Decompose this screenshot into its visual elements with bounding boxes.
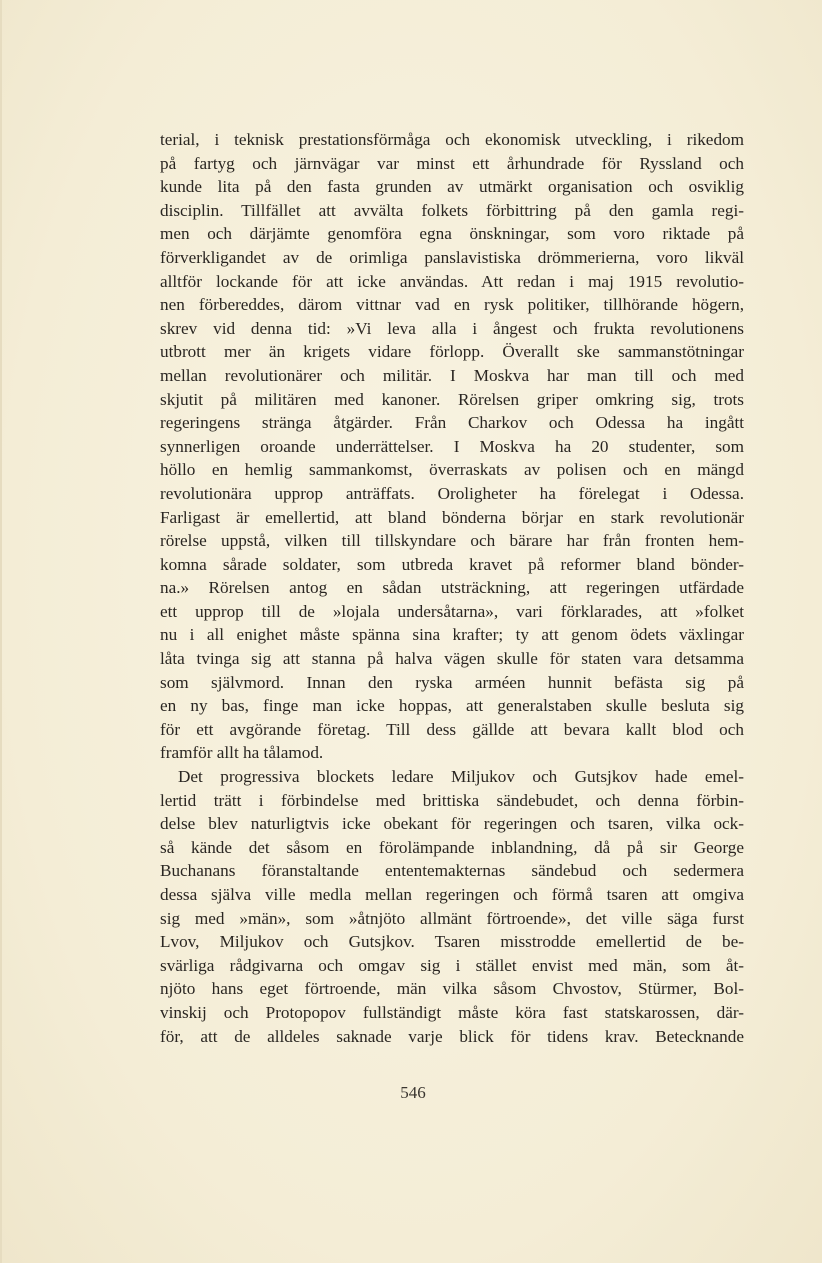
- text-line: som självmord. Innan den ryska arméen hunnit befästa sig på: [160, 672, 744, 692]
- text-line: höllo en hemlig sammankomst, överraskats av polisen och en mängd: [160, 460, 744, 480]
- text-line: svärliga rådgivarna och omgav sig i stället envist med män, som åt-: [160, 955, 744, 975]
- text-line: terial, i teknisk prestationsförmåga och ekonomisk utveckling, i rikedom: [160, 130, 744, 149]
- page-number: 546: [400, 1083, 426, 1102]
- text-line: för, att de alldeles saknade varje blick för tidens krav. Betecknande: [160, 1026, 744, 1046]
- text-line: på fartyg och järnvägar var minst ett århundrade för Ryssland och: [160, 153, 744, 173]
- text-line: dessa själva ville medla mellan regeringen och förmå tsaren att omgiva: [160, 885, 744, 904]
- text-line: alltför lockande för att icke användas. Att redan i maj 1915 revolutio-: [160, 271, 744, 291]
- text-line: sig med »män», som »åtnjöto allmänt förtroende», det ville säga furst: [160, 908, 744, 928]
- text-line: så kände det såsom en förolämpande inblandning, då på sir George: [160, 837, 744, 857]
- text-line: lertid trätt i förbindelse med brittiska sändebudet, och denna förbin-: [160, 790, 744, 810]
- text-line: men och därjämte genomföra egna önskningar, som voro riktade på: [160, 224, 744, 244]
- text-line: ett upprop till de »lojala undersåtarna», vari förklarades, att »folket: [160, 601, 744, 621]
- text-line: Det progressiva blockets ledare Miljukov och Gutsjkov hade emel-: [178, 767, 744, 787]
- text-line: na.» Rörelsen antog en sådan utsträckning, att regeringen utfärdade: [160, 578, 744, 598]
- text-line: rörelse uppstå, vilken till tillskyndare och bärare har från fronten hem-: [160, 531, 744, 551]
- text-line: skrev vid denna tid: »Vi leva alla i ångest och frukta revolutionens: [160, 318, 744, 338]
- text-line: nen förbereddes, därom vittnar vad en rysk politiker, tillhörande högern,: [160, 295, 744, 315]
- text-line: synnerligen oroande underrättelser. I Moskva ha 20 studenter, som: [160, 436, 744, 456]
- text-line: nu i all enighet måste spänna sina krafter; ty att genom ödets växlingar: [160, 625, 744, 645]
- text-line: komna sårade soldater, som utbreda kravet på reformer bland bönder-: [160, 554, 744, 574]
- text-line: Lvov, Miljukov och Gutsjkov. Tsaren misstrodde emellertid de be-: [160, 932, 744, 952]
- text-line: skjutit på militären med kanoner. Rörelsen griper omkring sig, trots: [160, 389, 744, 409]
- text-line: disciplin. Tillfället att avvälta folkets förbittring på den gamla regi-: [160, 200, 744, 220]
- text-line: kunde lita på den fasta grunden av utmärkt organisation och osviklig: [160, 177, 744, 197]
- text-line: en ny bas, finge man icke hoppas, att generalstaben skulle besluta sig: [160, 696, 744, 716]
- text-line: Buchanans föranstaltande ententemakternas sändebud och sedermera: [160, 861, 744, 881]
- text-line: utbrott mer än krigets vidare förlopp. Överallt ske sammanstötningar: [160, 342, 744, 362]
- body-text: [160, 128, 744, 1048]
- text-line: delse blev naturligtvis icke obekant för regeringen och tsaren, vilka ock-: [160, 814, 744, 834]
- text-line: revolutionära upprop anträffats. Oroligheter ha förelegat i Odessa.: [160, 483, 744, 503]
- text-line: förverkligandet av de orimliga panslavistiska drömmerierna, voro likväl: [160, 247, 744, 267]
- text-line: låta tvinga sig att stanna på halva vägen skulle för staten vara detsamma: [160, 649, 744, 669]
- text-line: framför allt ha tålamod.: [160, 743, 324, 763]
- text-line: Farligast är emellertid, att bland bönderna börjar en stark revolutionär: [160, 507, 744, 527]
- text-line: njöto hans eget förtroende, män vilka såsom Chvostov, Stürmer, Bol-: [160, 979, 744, 999]
- text-line: vinskij och Protopopov fullständigt måste köra fast statskarossen, där-: [160, 1002, 744, 1022]
- text-line: regeringens stränga åtgärder. Från Charkov och Odessa ha ingått: [160, 413, 744, 433]
- text-line: mellan revolutionärer och militär. I Moskva har man till och med: [160, 365, 744, 385]
- text-line: för ett avgörande företag. Till dess gällde att bevara kallt blod och: [160, 719, 744, 739]
